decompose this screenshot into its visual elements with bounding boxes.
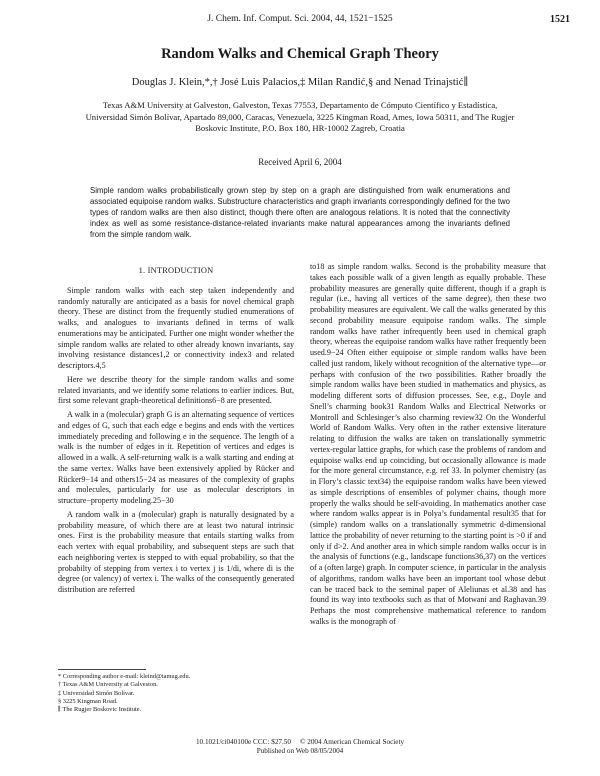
footnote-affiliation: ‡ Universidad Simón Bolívar. <box>58 689 135 697</box>
footnote-corresponding-author: * Corresponding author e-mail: kleind@tamug.edu. <box>58 673 191 680</box>
author-list: Douglas J. Klein,*,† José Luis Palacios,‡ Milan Randić,§ and Nenad Trinajstić∥ <box>131 77 469 88</box>
left-column <box>58 262 294 599</box>
body-paragraph: A random walk in a (molecular) graph is naturally designated by a probability measure, of which there are at least two natural intrinsic ones. First is the probability measure that entails starting walks from each vertex with equal probability, and subsequent steps are such that each neighboring vertex is stepped to with equal probability, so that the probabilty of stepping from vertex i to vertex j is 1/di, where di is the degree (or valency) of vertex i. The walks of the consequently generated distribution are referred <box>58 509 294 594</box>
page-number: 1521 <box>550 14 570 25</box>
web-publication-date: Published on Web 08/05/2004 <box>256 747 344 755</box>
paper-title: Random Walks and Chemical Graph Theory <box>161 46 439 62</box>
received-date: Received April 6, 2004 <box>258 157 342 167</box>
body-paragraph: A walk in a (molecular) graph G is an alternating sequence of vertices and edges of G, such that each edge e begins and ends with the vertices immediately preceding and following e in the sequence. The length of a walk is the number of edges in it. Repetition of vertices and edges is allowed in a walk. A self-returning walk is a walk starting and ending at the same vertex. Walks have been extensively applied by Rücker and Rücker9−14 and others15−24 as measures of the complexity of graphs and molecules, particularly for use as molecular descriptors in structure−property modeling.25−30 <box>58 410 294 505</box>
footnote-affiliation: ∥ The Rugjer Boskovic Institute. <box>58 706 142 714</box>
footnotes <box>58 673 294 714</box>
section-heading-introduction: 1. INTRODUCTION <box>138 266 214 275</box>
journal-citation: J. Chem. Inf. Comput. Sci. 2004, 44, 1521−1525 <box>207 14 393 24</box>
running-header <box>0 14 600 28</box>
body-paragraph: Here we describe theory for the simple random walks and some related invariants, and we identify some relations to earlier indices. But, first some relevant graph-theoretical definitions6−8 are presented. <box>58 374 294 406</box>
footnote-divider <box>58 669 146 670</box>
footnote-affiliation: § 3225 Kingman Road. <box>58 697 118 705</box>
doi-copyright-line: 10.1021/ci040100e CCC: $27.50 © 2004 American Chemical Society <box>195 738 405 746</box>
body-paragraph: Simple random walks with each step taken independently and randomly naturally are anticipated as a basis for novel chemical graph theory. These are distinct from the frequently studied enumerations of walks, and analogues to invariants defined in terms of walk enumerations may be anticipated. Further one might wonder whether the simple random walks are related to other already known invariants, say involving resistance distances1,2 or connectivity index3 and related descriptors.4,5 <box>58 285 294 370</box>
affiliations: Texas A&M University at Galveston, Galveston, Texas 77553, Departamento de Cómputo Científico y Estadística, Universidad Simón Bolívar, Apartado 89,000, Caracas, Venezuela, 3225 Kingman Road, Ames, Iowa 50311, and The Rugjer Boskovic Institute, P.O. Box 180, HR-10002 Zagreb, Croatia <box>85 100 515 133</box>
body-paragraph: to18 as simple random walks. Second is the probability measure that takes each possible walk of a given length as equally probable. These probability measures are generally quite different, though if a graph is regular (i.e., having all vertices of the same degree), then these two probability measures are equivalent. We call the walks generated by this second probability measure equipoise random walks. The simple random walks have rather infrequently been used in chemical graph theory, whereas the equipoise random walks have rather frequently been used.9−24 Often either equipoise or simple random walks have been called just random, likely without recognition of the alternative type—or perhaps with confusion of the two possibilities. Rather broadly the simple random walks have been studied in mathematics and physics, as modeling different sorts of diffusion processes. See, e.g., Doyle and Snell’s charming book31 Random Walks and Electrical Networks or Montroll and Schlesinger’s also charming review32 On the Wonderful World of Random Walks. Very often in the rather extensive literature relating to diffusion the walks are taken on translationally symmetric vertex-regular lattice graphs, for which case the problems of random and equipoise walks end up coinciding, but occasionally allowance is made for the more general circumstance, e.g. ref 33. In polymer chemistry (as in Flory’s classic text34) the equipoise random walks have been viewed as simple descriptions of ensembles of polymer chains, though more properly the walks should be self-avoiding. In mathematics another case where random walks appear is in Polya’s fundamental result35 that for (simple) random walks on a translationally symmetric d-dimensional lattice the probability of never returning to the starting point is >0 if and only if d>2. And another area in which simple random walks occur is in the analysis of functions (e.g., landscape functions36,37) on the vertices of a (often large) graph. In computer science, in particular in the analysis of algorithms, random walks have been an important tool whose debut can be traced back to the seminal paper of Aleliunas et al.38 and has found its way into textbooks such as that of Motwani and Raghavan.39 Perhaps the most comprehensive mathematical reference to random walks is the monograph of <box>310 262 546 626</box>
footnote-affiliation: † Texas A&M University at Galveston. <box>58 681 158 689</box>
right-column <box>310 262 546 631</box>
abstract: Simple random walks probabilistically grown step by step on a graph are distinguished from walk enumerations and associated equipoise random walks. Substructure characteristics and graph invariants correspondingly defined for the two types of random walks are then also distinct, though there often are analogous relations. It is noted that the connectivity index as well as some resistance-distance-related invariants make natural appearances among the invariants defined from the simple random walk. <box>90 186 510 239</box>
publication-info <box>0 738 600 756</box>
